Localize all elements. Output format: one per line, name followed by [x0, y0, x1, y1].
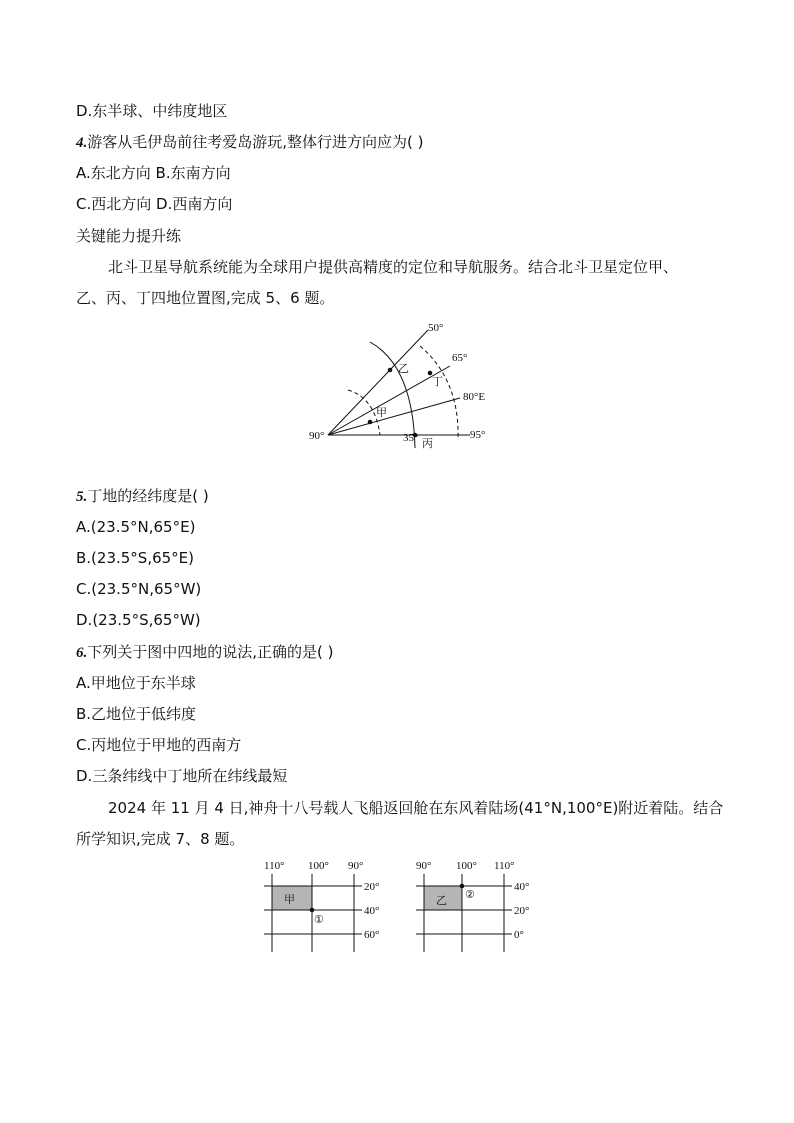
label-lat35: 35° — [403, 432, 419, 444]
intro-7-8-line2: 所学知识,完成 7、8 题。 — [76, 830, 245, 848]
question-stem: 下列关于图中四地的说法,正确的是( ) — [87, 643, 334, 661]
label-lon80: 80°E — [463, 391, 486, 403]
region-label-yi: 乙 — [436, 895, 447, 907]
top-label: 110° — [264, 860, 285, 872]
question-number: 5. — [76, 489, 88, 505]
point-label-2: ② — [465, 889, 475, 901]
q4-options-cd: C.西北方向 D.西南方向 — [76, 195, 233, 213]
label-lat65: 65° — [452, 352, 468, 364]
top-label: 110° — [494, 860, 515, 872]
point-1 — [310, 908, 315, 913]
label-bing: 丙 — [422, 438, 433, 450]
location-diagram — [300, 318, 510, 450]
point-2 — [460, 884, 465, 889]
top-label: 100° — [456, 860, 477, 872]
point-ding — [428, 371, 433, 376]
right-label: 40° — [364, 905, 380, 917]
right-label: 20° — [514, 905, 530, 917]
label-lat50: 50° — [428, 322, 444, 334]
right-label: 0° — [514, 929, 524, 941]
label-jia: 甲 — [376, 407, 387, 419]
q3-option-d: D.东半球、中纬度地区 — [76, 102, 228, 120]
q6-option-c: C.丙地位于甲地的西南方 — [76, 736, 242, 754]
q4-options-ab: A.东北方向 B.东南方向 — [76, 164, 231, 182]
intro-5-6-line2: 乙、丙、丁四地位置图,完成 5、6 题。 — [76, 289, 335, 307]
question-stem: 丁地的经纬度是( ) — [87, 487, 209, 505]
top-label: 90° — [416, 860, 432, 872]
grid-diagram-left — [258, 856, 390, 956]
section-title: 关键能力提升练 — [76, 227, 182, 245]
question-stem: 游客从毛伊岛前往考爱岛游玩,整体行进方向应为( ) — [87, 133, 424, 151]
label-lon95: 95° — [470, 429, 486, 441]
question-number: 6. — [76, 645, 88, 661]
intro-5-6-line1: 北斗卫星导航系统能为全球用户提供高精度的定位和导航服务。结合北斗卫星定位甲、 — [108, 258, 679, 276]
q5-option-c: C.(23.5°N,65°W) — [76, 580, 202, 598]
q5-option-a: A.(23.5°N,65°E) — [76, 518, 196, 536]
q6-option-a: A.甲地位于东半球 — [76, 674, 196, 692]
question-4 — [76, 132, 424, 153]
region-label-jia: 甲 — [284, 894, 295, 906]
intro-7-8-line1: 2024 年 11 月 4 日,神舟十八号载人飞船返回舱在东风着陆场(41°N,100°E)附近着陆。结合 — [108, 799, 724, 817]
longitude-line-80 — [328, 398, 460, 435]
right-label: 20° — [364, 881, 380, 893]
label-ding: 丁 — [432, 376, 443, 388]
top-label: 90° — [348, 860, 364, 872]
q5-option-d: D.(23.5°S,65°W) — [76, 611, 201, 629]
q5-option-b: B.(23.5°S,65°E) — [76, 549, 195, 567]
top-label: 100° — [308, 860, 329, 872]
q6-option-d: D.三条纬线中丁地所在纬线最短 — [76, 767, 288, 785]
point-label-1: ① — [314, 914, 324, 926]
q6-option-b: B.乙地位于低纬度 — [76, 705, 197, 723]
label-lon90: 90° — [309, 430, 325, 442]
question-number: 4. — [76, 135, 88, 151]
right-label: 40° — [514, 881, 530, 893]
question-5 — [76, 486, 209, 507]
question-6 — [76, 642, 334, 663]
label-yi: 乙 — [398, 363, 409, 375]
point-yi — [388, 368, 393, 373]
point-jia — [368, 420, 373, 425]
right-label: 60° — [364, 929, 380, 941]
grid-diagram-right — [412, 856, 542, 956]
